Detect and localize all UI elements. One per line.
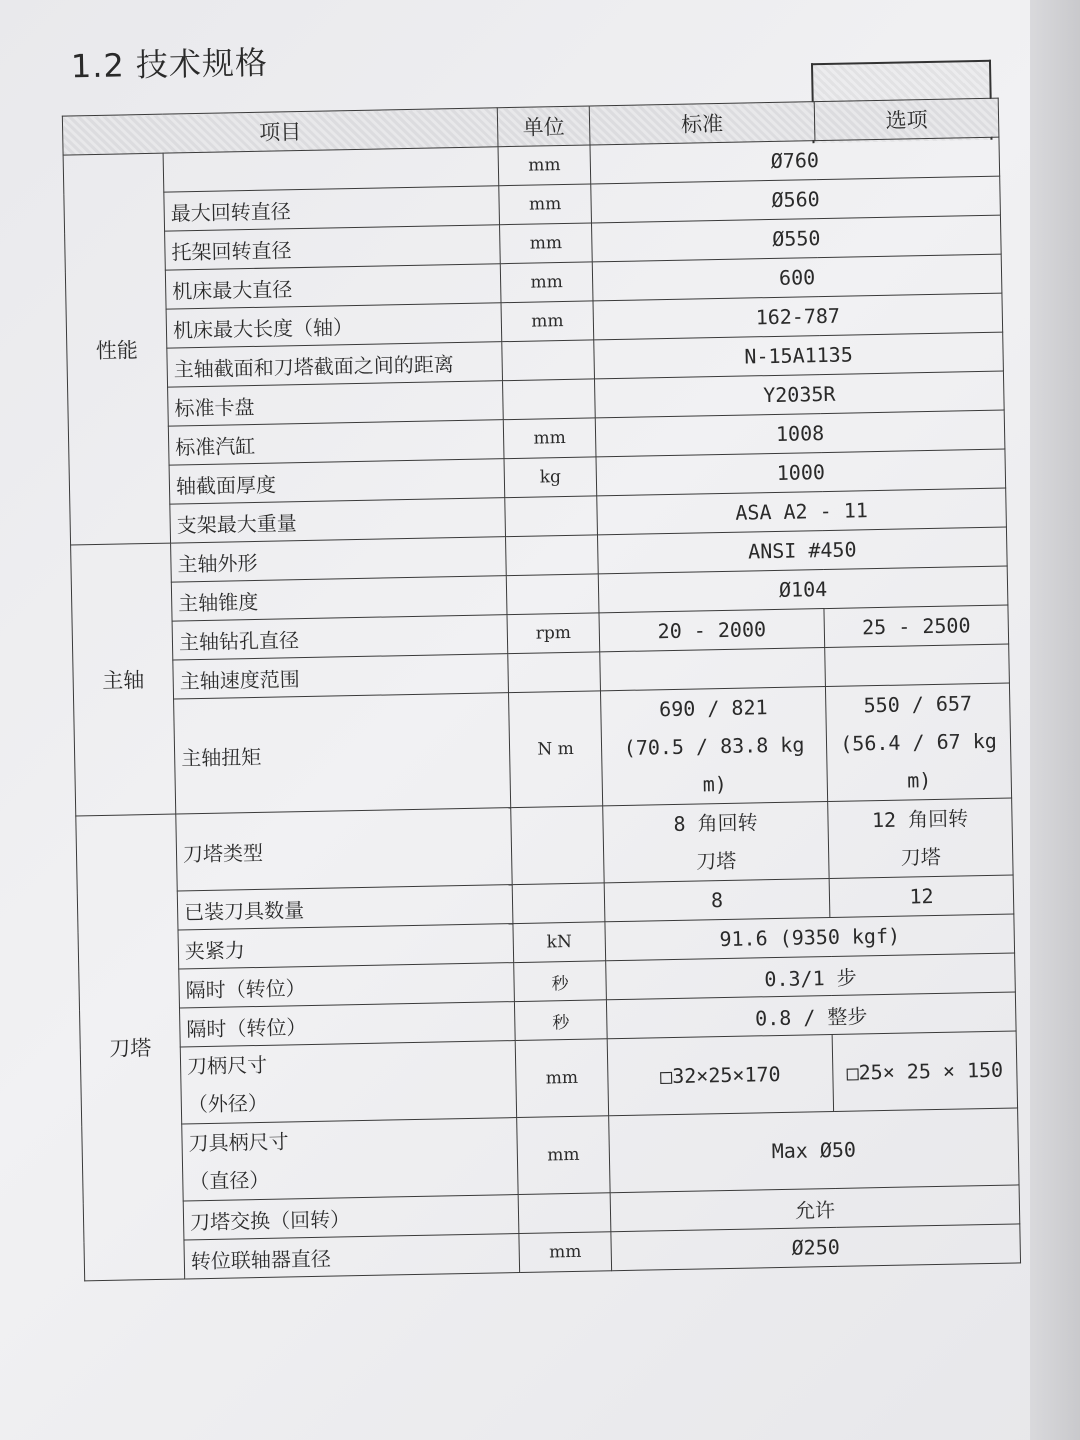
row-value: 0.3/1 步 (606, 953, 1016, 1000)
row-value-standard: □32×25×170 (607, 1034, 833, 1115)
row-item: 轴截面厚度 (169, 459, 505, 504)
item-line-1: 刀具柄尺寸 (188, 1129, 289, 1156)
row-unit: mm (517, 1116, 610, 1195)
value-line-2: (56.4 / 67 kg m) (840, 728, 998, 793)
row-item: 主轴截面和刀塔截面之间的距离 (167, 342, 503, 387)
row-value: Max Ø50 (609, 1108, 1019, 1193)
row-value: Y2035R (594, 371, 1004, 418)
row-value: Ø550 (591, 215, 1001, 262)
row-unit (512, 883, 605, 924)
row-unit (506, 574, 599, 615)
row-value-option: 25 - 2500 (824, 605, 1009, 648)
row-value: Ø560 (591, 176, 1001, 223)
row-unit: mm (519, 1232, 612, 1273)
row-value: Ø250 (611, 1224, 1021, 1271)
header-option: 选项 (814, 98, 999, 141)
row-item (182, 1118, 518, 1201)
item-line-2: （直径） (189, 1167, 270, 1194)
group-performance: 性能 (63, 153, 170, 545)
page-edge-shadow (1030, 0, 1080, 1440)
row-unit: rpm (507, 613, 600, 654)
row-unit (503, 379, 596, 420)
row-item: 转位联轴器直径 (184, 1234, 520, 1279)
table-row (74, 683, 1012, 816)
row-unit: N m (508, 691, 602, 808)
row-unit: kN (513, 922, 606, 963)
group-turret: 刀塔 (76, 814, 185, 1281)
group-spindle: 主轴 (71, 543, 176, 816)
value-line-1: 8 角回转 (673, 810, 758, 836)
spec-table (62, 98, 1021, 1282)
row-unit (506, 535, 599, 576)
row-value: ANSI #450 (597, 527, 1007, 574)
header-standard: 标准 (589, 102, 815, 145)
row-unit: mm (500, 262, 593, 303)
row-unit (518, 1193, 611, 1234)
row-value: 162-787 (593, 293, 1003, 340)
row-item: 支架最大重量 (170, 498, 506, 543)
row-value: Ø104 (598, 566, 1008, 613)
row-value-option (825, 644, 1010, 687)
value-line-1: 550 / 657 (863, 691, 973, 718)
row-unit: 秒 (514, 961, 607, 1002)
value-line-2: 刀塔 (696, 848, 737, 874)
header-item: 项目 (62, 108, 498, 155)
row-item: 主轴钻孔直径 (172, 615, 508, 660)
row-value-option: □25× 25 × 150 (832, 1031, 1017, 1112)
row-value-standard (600, 648, 826, 691)
row-item: 刀塔交换（回转） (183, 1195, 519, 1240)
row-item: 最大回转直径 (164, 186, 500, 231)
row-item: 夹紧力 (178, 924, 514, 969)
value-line-2: (70.5 / 83.8 kg m) (623, 732, 805, 797)
row-value-standard: 20 - 2000 (599, 609, 825, 652)
row-value: 1008 (595, 410, 1005, 457)
row-item: 机床最大直径 (165, 264, 501, 309)
row-item: 刀塔类型 (176, 808, 512, 891)
row-unit (511, 806, 604, 885)
value-line-1: 12 角回转 (871, 806, 969, 833)
row-value-option (828, 798, 1013, 879)
row-value-option: 12 (829, 875, 1014, 918)
row-value: Ø760 (590, 137, 1000, 184)
row-unit: mm (501, 301, 594, 342)
row-value: 600 (592, 254, 1002, 301)
row-item: 主轴外形 (171, 537, 507, 582)
row-unit: mm (515, 1039, 608, 1118)
value-line-2: 刀塔 (900, 844, 941, 870)
row-item: 主轴锥度 (171, 576, 507, 621)
row-unit: mm (503, 418, 596, 459)
row-item: 标准汽缸 (168, 420, 504, 465)
row-value: 91.6 (9350 kgf) (605, 914, 1015, 961)
row-item: 已装刀具数量 (177, 885, 513, 930)
row-item: 主轴扭矩 (174, 693, 511, 814)
section-heading: 1.2 技术规格 (70, 43, 269, 86)
row-value-standard (603, 802, 829, 883)
value-line-1: 690 / 821 (658, 695, 768, 722)
document-sheet (40, 2, 1026, 1400)
row-unit: mm (498, 145, 591, 186)
row-value: ASA A2 - 11 (597, 488, 1007, 535)
item-line-1: 刀柄尺寸 (186, 1052, 268, 1079)
row-value: 1000 (596, 449, 1006, 496)
row-value-standard (600, 687, 827, 806)
row-item (180, 1041, 516, 1124)
row-item: 机床最大长度（轴） (166, 303, 502, 348)
row-value-option (825, 683, 1011, 802)
row-unit: mm (499, 184, 592, 225)
row-item: 托架回转直径 (165, 225, 501, 270)
row-value: N-15A1135 (594, 332, 1004, 379)
header-unit: 单位 (497, 106, 590, 147)
row-value: 0.8 / 整步 (606, 992, 1016, 1039)
row-unit: mm (500, 223, 593, 264)
row-unit: kg (504, 457, 597, 498)
row-unit (508, 652, 601, 693)
row-unit: 秒 (514, 1000, 607, 1041)
row-unit (502, 340, 595, 381)
row-item: 主轴速度范围 (173, 654, 509, 699)
row-item (163, 147, 499, 192)
row-item: 隔时（转位） (179, 963, 515, 1008)
row-item: 隔时（转位） (179, 1002, 515, 1047)
row-value: 允许 (610, 1185, 1020, 1232)
item-line-2: （外径） (187, 1090, 269, 1117)
row-unit (505, 496, 598, 537)
row-item: 标准卡盘 (168, 381, 504, 426)
row-value-standard: 8 (604, 879, 830, 922)
